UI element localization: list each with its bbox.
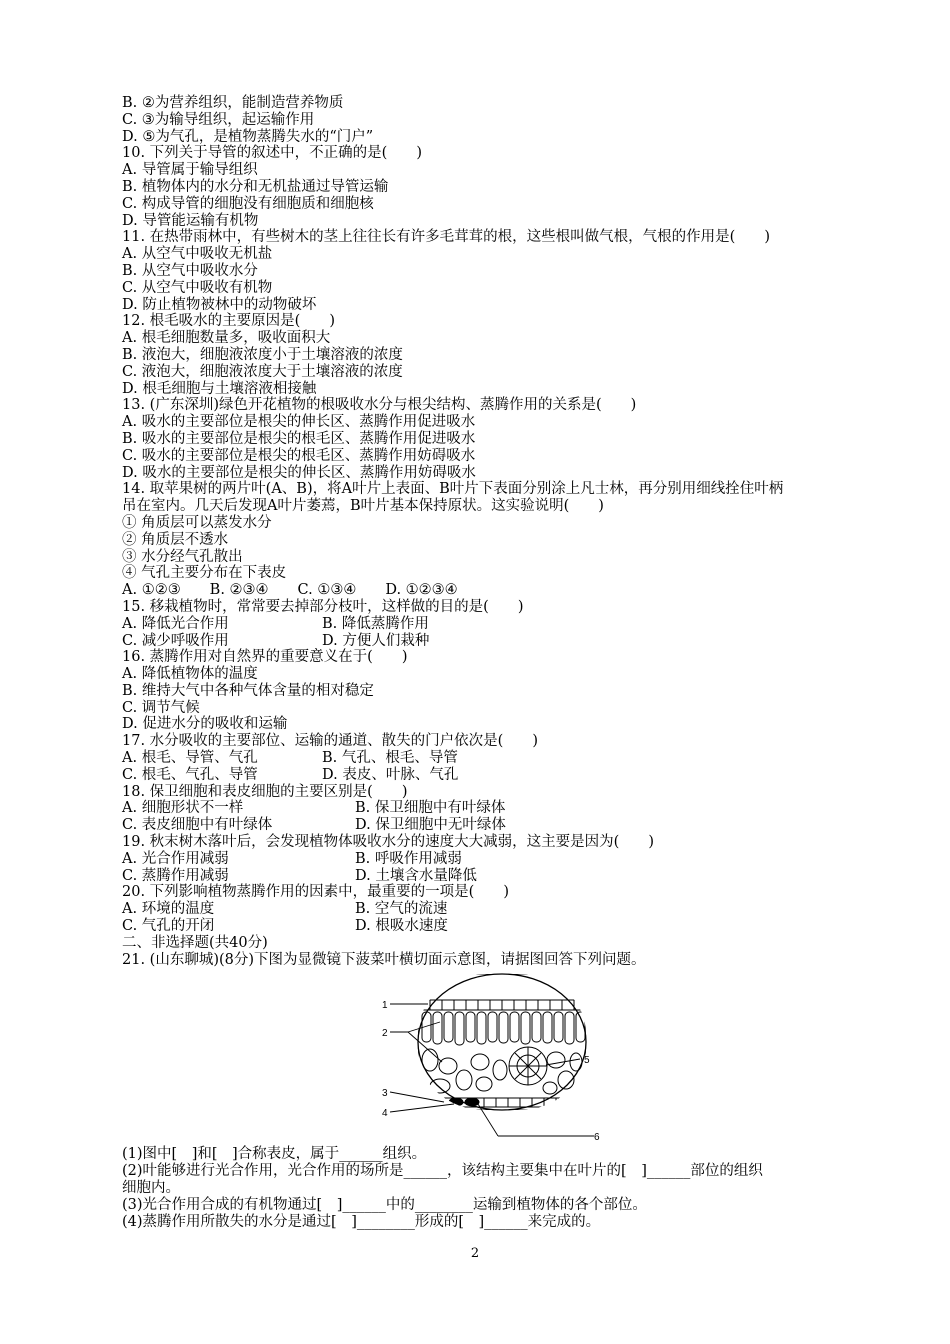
leaf-cross-section-figure: [122, 970, 882, 1146]
text-line: ① 角质层可以蒸发水分: [122, 514, 272, 531]
option: D. 方便人们栽种: [322, 632, 430, 649]
question-stem: 13. (广东深圳)绿色开花植物的根吸收水分与根尖结构、蒸腾作用的关系是( ): [122, 397, 637, 414]
question-stem: 14. 取苹果树的两片叶(A、B)，将A叶片上表面、B叶片下表面分别涂上凡士林，再分别用细线拴住叶柄: [122, 481, 784, 498]
figure-label-4: 4: [382, 1108, 388, 1120]
text-line: C. 构成导管的细胞没有细胞质和细胞核: [122, 195, 374, 212]
option: B. 呼吸作用减弱: [355, 850, 462, 867]
leaf-diagram: [380, 970, 605, 1144]
text-line: 细胞内。: [122, 1180, 180, 1197]
figure-label-6: 6: [594, 1132, 600, 1144]
text-line: D. 防止植物被林中的动物破坏: [122, 296, 317, 313]
text-line: D. ⑤为气孔，是植物蒸腾失水的“门户”: [122, 128, 374, 145]
text-line: A. ①②③ B. ②③④ C. ①③④ D. ①②③④: [122, 582, 458, 599]
option: A. 光合作用减弱: [122, 850, 229, 867]
option-row: [122, 767, 882, 784]
option-row: [122, 750, 882, 767]
option-row: [122, 633, 882, 650]
text-line: ② 角质层不透水: [122, 531, 229, 548]
question-stem: 10. 下列关于导管的叙述中，不正确的是( ): [122, 145, 422, 162]
section-heading: 二、非选择题(共40分): [122, 934, 268, 951]
text-line: D. 吸水的主要部位是根尖的伸长区、蒸腾作用妨碍吸水: [122, 464, 476, 481]
question-stem: 21. (山东聊城)(8分)下图为显微镜下菠菜叶横切面示意图，请据图回答下列问题。: [122, 951, 646, 968]
text-line: B. 吸水的主要部位是根尖的根毛区、蒸腾作用促进吸水: [122, 430, 476, 447]
option: A. 细胞形状不一样: [122, 800, 244, 817]
option: C. 气孔的开闭: [122, 918, 215, 935]
question-stem: 11. 在热带雨林中，有些树木的茎上往往长有许多毛茸茸的根，这些根叫做气根，气根的作用是( ): [122, 229, 770, 246]
text-line: A. 吸水的主要部位是根尖的伸长区、蒸腾作用促进吸水: [122, 414, 476, 431]
text-line: B. 液泡大，细胞液浓度小于土壤溶液的浓度: [122, 346, 403, 363]
option: A. 降低光合作用: [122, 615, 229, 632]
option-row: [122, 616, 882, 633]
figure-label-2: 2: [382, 1028, 388, 1040]
question-stem: 16. 蒸腾作用对自然界的重要意义在于( ): [122, 649, 408, 666]
option: D. 表皮、叶脉、气孔: [322, 766, 459, 783]
option: B. 气孔、根毛、导管: [322, 750, 458, 767]
question-stem: 20. 下列影响植物蒸腾作用的因素中，最重要的一项是( ): [122, 884, 509, 901]
option: B. 降低蒸腾作用: [322, 615, 429, 632]
option: C. 蒸腾作用减弱: [122, 867, 229, 884]
text-line: C. ③为输导组织，起运输作用: [122, 111, 315, 128]
question-stem: 19. 秋末树木落叶后，会发现植物体吸收水分的速度大大减弱，这主要是因为( ): [122, 834, 654, 851]
figure-label-1: 1: [382, 1000, 388, 1012]
text-line: ④ 气孔主要分布在下表皮: [122, 565, 287, 582]
text-line: B. 植物体内的水分和无机盐通过导管运输: [122, 178, 389, 195]
figure-label-3: 3: [382, 1088, 388, 1100]
option: C. 表皮细胞中有叶绿体: [122, 817, 273, 834]
option: D. 土壤含水量降低: [355, 867, 477, 884]
text-line: (4)蒸腾作用所散失的水分是通过[ ]________形成的[ ]______来完成的。: [122, 1213, 601, 1230]
questions-block-b: [122, 649, 882, 750]
question-stem: 12. 根毛吸水的主要原因是( ): [122, 313, 335, 330]
option: A. 环境的温度: [122, 901, 215, 918]
option-row: [122, 868, 882, 885]
option: D. 保卫细胞中无叶绿体: [355, 817, 506, 834]
text-line: (2)叶能够进行光合作用，光合作用的场所是______，该结构主要集中在叶片的[ ]______部位的组织: [122, 1163, 763, 1180]
text-line: C. 从空气中吸收有机物: [122, 279, 273, 296]
text-line: C. 调节气候: [122, 699, 200, 716]
text-line: D. 导管能运输有机物: [122, 212, 259, 229]
option: D. 根吸水速度: [355, 918, 448, 935]
option-row: [122, 918, 882, 935]
option: C. 减少呼吸作用: [122, 632, 229, 649]
figure-label-5: 5: [584, 1055, 590, 1067]
document-page: [122, 95, 882, 1230]
text-line: C. 液泡大，细胞液浓度大于土壤溶液的浓度: [122, 363, 403, 380]
option-row: [122, 817, 882, 834]
question-stem: 15. 移栽植物时，常常要去掉部分枝叶，这样做的目的是( ): [122, 598, 524, 615]
text-line: A. 降低植物体的温度: [122, 666, 258, 683]
text-line: D. 根毛细胞与土壤溶液相接触: [122, 380, 317, 397]
page-number: 2: [470, 1246, 480, 1261]
option: B. 保卫细胞中有叶绿体: [355, 800, 506, 817]
q21-parts: [122, 1146, 882, 1230]
option-row: [122, 901, 882, 918]
text-line: D. 促进水分的吸收和运输: [122, 716, 288, 733]
question-stem: 18. 保卫细胞和表皮细胞的主要区别是( ): [122, 783, 408, 800]
option-row: [122, 800, 882, 817]
text-line: B. 从空气中吸收水分: [122, 262, 258, 279]
question-stem: 17. 水分吸收的主要部位、运输的通道、散失的门户依次是( ): [122, 733, 538, 750]
option: B. 空气的流速: [355, 901, 448, 918]
option: C. 根毛、气孔、导管: [122, 766, 258, 783]
text-line: (3)光合作用合成的有机物通过[ ]______中的________运输到植物体的各个部位。: [122, 1196, 647, 1213]
text-line: A. 根毛细胞数量多，吸收面积大: [122, 330, 331, 347]
option: A. 根毛、导管、气孔: [122, 750, 258, 767]
text-line: ③ 水分经气孔散出: [122, 548, 243, 565]
text-line: A. 导管属于输导组织: [122, 162, 258, 179]
text-line: C. 吸水的主要部位是根尖的根毛区、蒸腾作用妨碍吸水: [122, 447, 476, 464]
text-line: B. ②为营养组织，能制造营养物质: [122, 95, 344, 111]
text-line: A. 从空气中吸收无机盐: [122, 246, 273, 263]
text-line: (1)图中[ ]和[ ]合称表皮，属于______组织。: [122, 1146, 427, 1163]
text-line: B. 维持大气中各种气体含量的相对稳定: [122, 682, 374, 699]
questions-block-a: [122, 95, 882, 616]
text-line: 吊在室内。几天后发现A叶片萎蔫，B叶片基本保持原状。这实验说明( ): [122, 498, 604, 515]
option-row: [122, 851, 882, 868]
